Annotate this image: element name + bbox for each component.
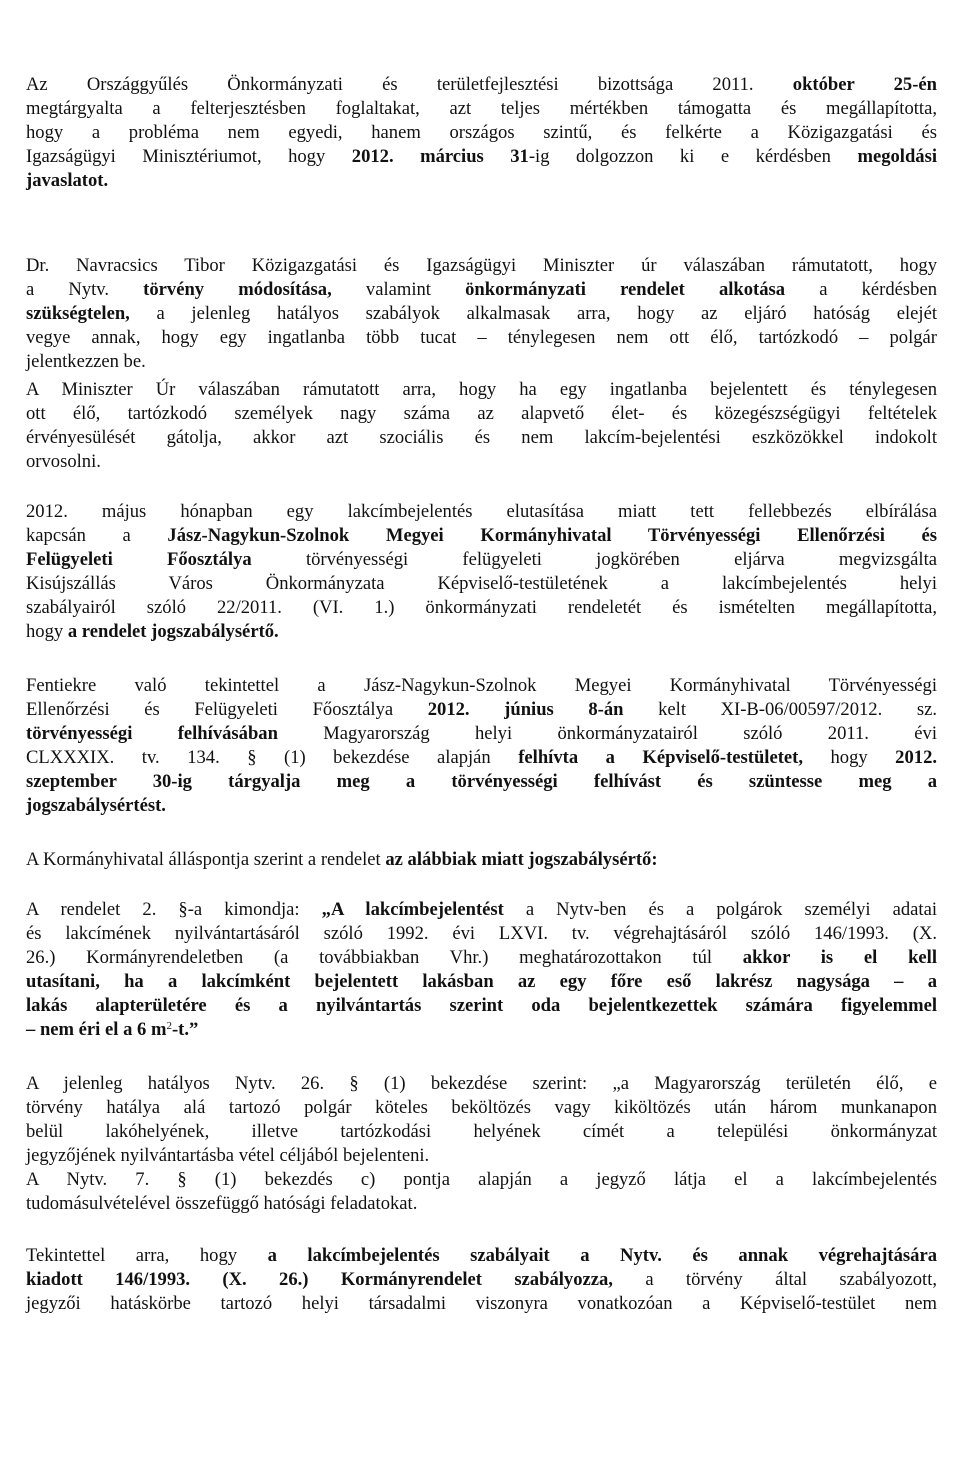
bold-text: lakás alapterületére és a nyilvántartás szerint oda bejelentkezettek számára figyelemmel <box>26 994 937 1016</box>
text-line <box>26 1018 937 1042</box>
paragraph-current-law <box>26 1072 937 1215</box>
paragraph-minister-point <box>26 378 937 474</box>
bold-text: törvény módosítása, <box>143 278 332 300</box>
text-line: ott élő, tartózkodó személyek nagy száma az alapvető élet- és közegészségügyi feltételek <box>26 402 937 424</box>
text-line: Ellenőrzési és Felügyeleti Főosztálya 2012. június 8-án kelt XI-B-06/00597/2012. sz. <box>26 698 937 720</box>
bold-text: a rendelet jogszabálysértő. <box>67 620 279 642</box>
text-line: szabályairól szóló 22/2011. (VI. 1.) önkormányzati rendeletét és ismételten megállapította, <box>26 596 937 618</box>
text-line: belül lakóhelyének, illetve tartózkodási helyének címét a települési önkormányzat <box>26 1120 937 1142</box>
text-line: A Kormányhivatal álláspontja szerint a rendelet az alábbiak miatt jogszabálysértő: <box>26 849 658 870</box>
text-line: hogy a rendelet jogszabálysértő. <box>26 620 279 642</box>
bold-text: önkormányzati rendelet alkotása <box>465 278 786 300</box>
text-line: kapcsán a Jász-Nagykun-Szolnok Megyei Kormányhivatal Törvényességi Ellenőrzési és <box>26 524 937 546</box>
text-line: tudomásulvételével összefüggő hatósági feladatokat. <box>26 1192 418 1214</box>
text-line: Tekintettel arra, hogy a lakcímbejelentés szabályait a Nytv. és annak végrehajtására <box>26 1245 937 1266</box>
bold-text: szeptember 30-ig tárgyalja meg a törvényességi felhívást és szüntesse meg a <box>26 770 937 792</box>
text-line: és lakcímének nyilvántartásáról szóló 1992. évi LXVI. tv. végrehajtásáról szóló 146/1993. (X. <box>26 922 937 944</box>
text-line: A Nytv. 7. § (1) bekezdés c) pontja alapján a jegyző látja el a lakcímbejelentés <box>26 1168 937 1190</box>
text-line <box>26 994 937 1018</box>
text-line: CLXXXIX. tv. 134. § (1) bekezdése alapján felhívta a Képviselő-testületet, hogy 2012. <box>26 746 938 768</box>
superscript-text: 2 <box>166 1019 172 1032</box>
text-line: Felügyeleti Főosztálya törvényességi felügyeleti jogkörében eljárva megvizsgálta <box>26 548 938 570</box>
bold-text: akkor is el kell <box>742 946 937 968</box>
bold-text: „A lakcímbejelentést <box>321 899 504 920</box>
bold-text: október 25-én <box>792 74 937 95</box>
bold-text: 2012. március 31 <box>351 145 529 167</box>
text-line: A Miniszter Úr válaszában rámutatott arra, hogy ha egy ingatlanba bejelentett és ténylegesen <box>26 379 937 400</box>
bold-text: szükségtelen, <box>26 302 130 324</box>
bold-text: 2012. június 8-án <box>427 698 624 720</box>
bold-text: 2012. <box>895 746 938 768</box>
bold-text: utasítani, ha a lakcímként bejelentett lakásban az egy főre eső lakrész nagysága – a <box>26 970 937 992</box>
bold-text: kiadott 146/1993. (X. 26.) Kormányrendelet szabályozza, <box>26 1268 613 1290</box>
text-line: a Nytv. törvény módosítása, valamint önkormányzati rendelet alkotása a kérdésben <box>26 278 937 300</box>
text-line: 26.) Kormányrendeletben (a továbbiakban Vhr.) meghatározottakon túl akkor is el kell <box>26 946 937 968</box>
bold-text: törvényességi felhívásában <box>26 722 278 744</box>
paragraph-office-position <box>26 848 937 872</box>
text-line: A jelenleg hatályos Nytv. 26. § (1) bekezdése szerint: „a Magyarország területén élő, e <box>26 1073 937 1094</box>
text-line: A rendelet 2. §-a kimondja: „A lakcímbejelentést a Nytv-ben és a polgárok személyi adatai <box>26 899 938 920</box>
bold-text: -t.” <box>171 1018 199 1040</box>
text-line: Fentiekre való tekintettel a Jász-Nagykun-Szolnok Megyei Kormányhivatal Törvényességi <box>26 675 937 696</box>
text-line: Igazságügyi Minisztériumot, hogy 2012. március 31-ig dolgozzon ki e kérdésben megoldási <box>26 145 937 167</box>
text-line: szükségtelen, a jelenleg hatályos szabályok alkalmasak arra, hogy az eljáró hatóság elejét <box>26 302 937 324</box>
text-line: érvényesülését gátolja, akkor azt szociális és nem lakcím-bejelentési eszközökkel indokolt <box>26 426 937 448</box>
text-line <box>26 770 937 794</box>
text-line: törvény hatálya alá tartozó polgár köteles beköltözés vagy kiköltözés után három munkanapon <box>26 1096 937 1118</box>
paragraph-government-office-review <box>26 500 937 643</box>
bold-text: Felügyeleti Főosztálya <box>26 548 252 570</box>
text-line: megtárgyalta a felterjesztésben foglaltakat, azt teljes mértékben támogatta és megállapította, <box>26 97 937 119</box>
paragraph-conclusion <box>26 1244 937 1316</box>
text-line <box>26 970 937 994</box>
text-line: jelentkezzen be. <box>26 350 146 372</box>
text-line <box>26 794 937 818</box>
text-line: vegye annak, hogy egy ingatlanba több tucat – ténylegesen nem ott élő, tartózkodó – polgár <box>26 326 937 348</box>
paragraph-committee-decision <box>26 73 937 193</box>
bold-text: jogszabálysértést. <box>26 794 166 816</box>
bold-text: felhívta a Képviselő-testületet, <box>518 746 803 768</box>
bold-text: a lakcímbejelentés szabályait a Nytv. és annak végrehajtására <box>267 1245 937 1266</box>
paragraph-minister-response <box>26 254 937 374</box>
text-line: Kisújszállás Város Önkormányzata Képviselő-testületének a lakcímbejelentés helyi <box>26 572 937 594</box>
text-line: kiadott 146/1993. (X. 26.) Kormányrendelet szabályozza, a törvény által szabályozott, <box>26 1268 938 1290</box>
bold-text: az alábbiak miatt jogszabálysértő: <box>385 849 658 870</box>
bold-text: megoldási <box>857 145 937 167</box>
bold-text: – nem éri el a 6 m <box>26 1018 167 1040</box>
text-line: hogy a probléma nem egyedi, hanem országos szintű, és felkérte a Közigazgatási és <box>26 121 937 143</box>
text-line: Az Országgyűlés Önkormányzati és területfejlesztési bizottsága 2011. október 25-én <box>26 74 937 95</box>
text-line: Dr. Navracsics Tibor Közigazgatási és Igazságügyi Miniszter úr válaszában rámutatott, hogy <box>26 255 937 276</box>
text-line: jegyzőjének nyilvántartásba vétel céljából bejelenteni. <box>26 1144 430 1166</box>
text-line: 2012. május hónapban egy lakcímbejelentés elutasítása miatt tett fellebbezés elbírálása <box>26 501 937 522</box>
text-line: orvosolni. <box>26 450 101 472</box>
bold-text: javaslatot. <box>26 169 109 191</box>
paragraph-legality-notice <box>26 674 937 817</box>
text-line <box>26 169 937 193</box>
text-line: törvényességi felhívásában Magyarország helyi önkormányzatairól szóló 2011. évi <box>26 722 937 744</box>
text-line: jegyzői hatáskörbe tartozó helyi társadalmi viszonyra vonatkozóan a Képviselő-testület nem <box>26 1292 937 1314</box>
bold-text: Jász-Nagykun-Szolnok Megyei Kormányhivatal Törvényességi Ellenőrzési és <box>167 524 937 546</box>
paragraph-regulation-quote <box>26 898 937 1041</box>
